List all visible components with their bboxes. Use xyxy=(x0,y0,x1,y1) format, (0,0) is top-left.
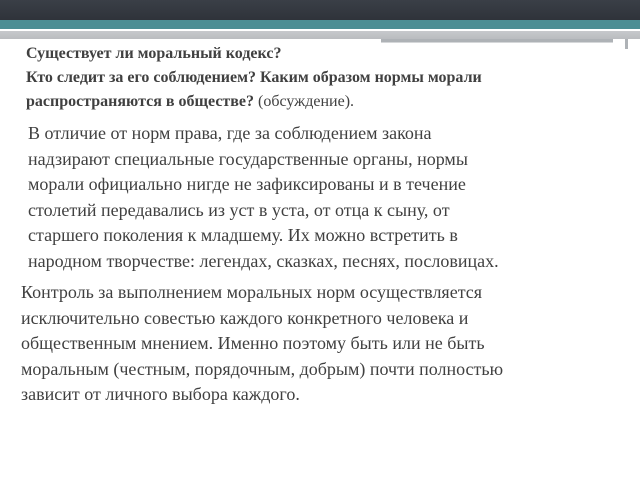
paragraph-line: надзирают специальные государственные органы, нормы xyxy=(28,148,468,169)
body-paragraph-1 xyxy=(28,121,628,274)
slide-title xyxy=(26,42,626,114)
paragraph-line: исключительно совестью каждого конкретного человека и xyxy=(21,307,469,328)
paragraph-line: морали официально нигде не зафиксированы и в течение xyxy=(28,174,466,194)
title-line-3-note: (обсуждение). xyxy=(254,93,355,110)
paragraph-line: зависит от личного выбора каждого. xyxy=(21,384,300,404)
header-band-gray xyxy=(0,31,640,39)
paragraph-line: столетий передавались из уст в уста, от отца к сыну, от xyxy=(28,199,450,220)
title-line-2: Кто следит за его соблюдением? Каким образом нормы морали xyxy=(26,69,482,86)
paragraph-line: старшего поколения к младшему. Их можно встретить в xyxy=(28,225,458,245)
paragraph-line: моральным (честным, порядочным, добрым) почти полностью xyxy=(21,358,504,379)
title-line-1: Существует ли моральный кодекс? xyxy=(26,45,282,62)
header-band-dark xyxy=(0,0,640,20)
paragraph-line: общественным мнением. Именно поэтому быть или не быть xyxy=(21,333,485,353)
body-paragraph-2 xyxy=(21,280,621,408)
header-band-teal xyxy=(0,20,640,29)
title-line-3: распространяются в обществе? xyxy=(26,93,255,110)
paragraph-line: Контроль за выполнением моральных норм осуществляется xyxy=(21,282,483,302)
paragraph-line: народном творчестве: легендах, сказках, песнях, пословицах. xyxy=(28,250,499,271)
paragraph-line: В отличие от норм права, где за соблюдением закона xyxy=(28,123,432,143)
